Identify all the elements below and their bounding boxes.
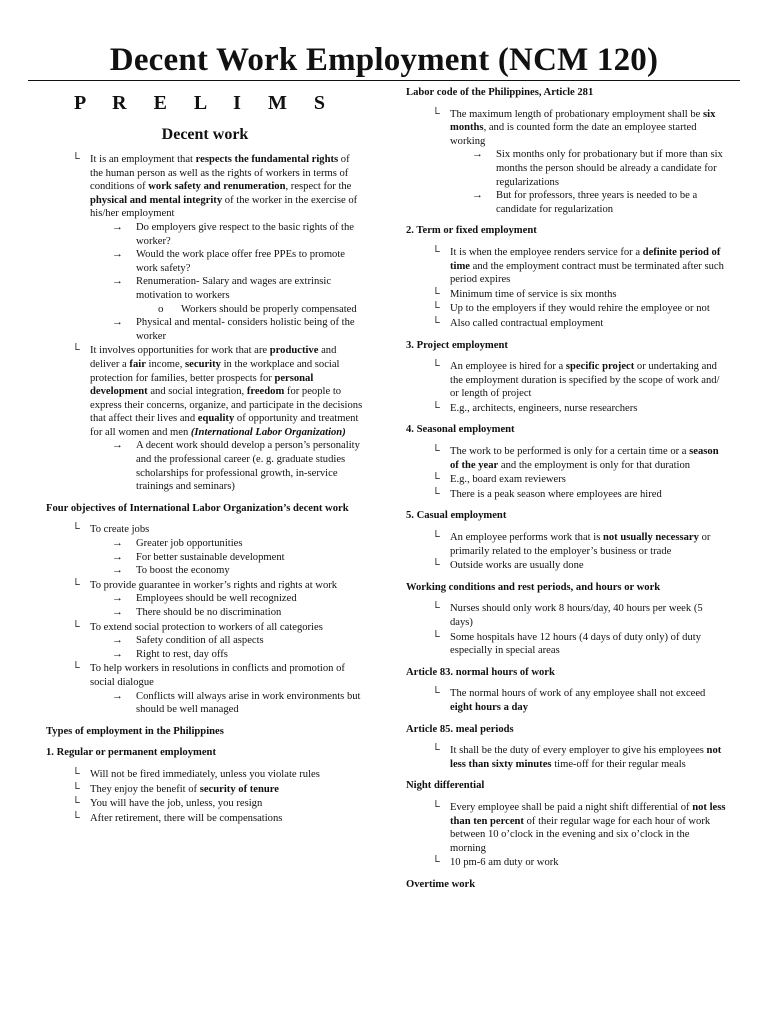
emphasized-text: Night differential xyxy=(406,780,485,792)
bullet-text xyxy=(450,560,584,571)
text-run: Greater job opportunities xyxy=(136,538,243,550)
bullet-item-level-1 xyxy=(406,402,726,416)
arrow-bullet-icon: → xyxy=(112,634,123,647)
text-run: and deliver a xyxy=(90,345,337,370)
arrow-bullet-icon: → xyxy=(112,220,123,233)
bullet-item-level-2 xyxy=(46,221,364,248)
bullet-text xyxy=(450,303,710,314)
text-run: Workers should be properly compensated xyxy=(181,303,357,315)
corner-bullet-icon: └ xyxy=(72,662,80,675)
bullet-text xyxy=(90,798,262,809)
corner-bullet-icon: └ xyxy=(72,782,80,795)
corner-bullet-icon: └ xyxy=(432,687,440,700)
arrow-bullet-icon: → xyxy=(112,689,123,702)
bullet-text xyxy=(90,580,337,591)
bullet-item-level-1 xyxy=(406,559,726,573)
bullet-item-level-1 xyxy=(46,768,364,782)
text-run: To help workers in resolutions in conflicts and promotion of social dialogue xyxy=(90,663,345,688)
bullet-text xyxy=(496,190,697,215)
bullet-text xyxy=(450,603,703,628)
text-run: 10 pm-6 am duty or work xyxy=(450,857,559,869)
text-run: Up to the employers if they would rehire the employee or not xyxy=(450,303,710,315)
bullet-item-level-1 xyxy=(46,621,364,635)
emphasized-text: Working conditions and rest periods, and hours or work xyxy=(406,581,661,593)
emphasized-text: specific project xyxy=(565,361,635,373)
bullet-item-level-1 xyxy=(46,344,364,439)
bullet-item-level-2 xyxy=(46,551,364,565)
bullet-text xyxy=(136,565,230,576)
bullet-text xyxy=(450,532,710,557)
bullet-item-level-2 xyxy=(406,189,726,216)
arrow-bullet-icon: → xyxy=(472,148,483,161)
bullet-item-level-2 xyxy=(46,248,364,275)
bullet-text xyxy=(90,524,149,535)
corner-bullet-icon: └ xyxy=(432,487,440,500)
corner-bullet-icon: └ xyxy=(432,856,440,869)
bullet-text xyxy=(450,489,662,500)
text-run: in the workplace and social protection for families, better prospects for xyxy=(90,358,340,384)
emphasized-text: work safety and renumeration xyxy=(148,181,286,193)
bullet-text xyxy=(450,109,715,147)
arrow-bullet-icon: → xyxy=(112,537,123,550)
bullet-text xyxy=(136,649,228,660)
text-run: To boost the economy xyxy=(136,565,230,577)
text-run: , and is counted form the date an employee started working xyxy=(450,122,697,147)
emphasized-text: definite period of time xyxy=(450,246,721,272)
arrow-bullet-icon: → xyxy=(112,439,123,452)
emphasized-text: Overtime work xyxy=(406,878,476,890)
bullet-item-level-1 xyxy=(46,153,364,221)
corner-bullet-icon: └ xyxy=(432,473,440,486)
text-run: Right to rest, day offs xyxy=(136,648,228,660)
section-heading xyxy=(46,502,364,516)
arrow-bullet-icon: → xyxy=(112,316,123,329)
text-run: Safety condition of all aspects xyxy=(136,635,264,647)
text-run: Do employers give respect to the basic rights of the worker? xyxy=(136,221,354,247)
text-run: Will not be fired immediately, unless you violate rules xyxy=(90,768,320,780)
bullet-text xyxy=(450,802,725,854)
text-run: An employee performs work that is xyxy=(450,532,603,544)
left-column-body xyxy=(46,153,364,825)
section-heading xyxy=(46,746,364,760)
section-heading xyxy=(406,723,726,737)
bullet-item-level-1 xyxy=(406,108,726,149)
corner-bullet-icon: └ xyxy=(72,523,80,536)
text-run: After retirement, there will be compensations xyxy=(90,812,283,824)
bullet-item-level-1 xyxy=(46,662,364,689)
bullet-text xyxy=(136,691,361,716)
emphasized-text: respects the fundamental rights xyxy=(195,154,339,165)
text-run: To provide guarantee in worker’s rights and rights at work xyxy=(90,579,338,591)
emphasized-text: equality xyxy=(197,413,235,425)
text-run: An employee is hired for a xyxy=(450,361,566,373)
emphasized-text: 4. Seasonal employment xyxy=(406,424,515,436)
bullet-text xyxy=(90,784,279,795)
text-run: It is an employment that xyxy=(90,154,196,165)
bullet-item-level-1 xyxy=(406,856,726,870)
bullet-text xyxy=(450,361,719,399)
emphasized-text: Types of employment in the Philippines xyxy=(46,725,224,737)
bullet-text xyxy=(450,474,566,485)
text-run: Would the work place offer free PPEs to promote work safety? xyxy=(136,249,346,274)
section-heading xyxy=(406,878,726,892)
bullet-item-level-2 xyxy=(46,634,364,648)
text-run: A decent work should develop a person’s personality and the professional career (e. g. graduate studies scholarships for professional growth, in-service trainings and seminars) xyxy=(136,440,360,493)
bullet-item-level-1 xyxy=(46,523,364,537)
bullet-text xyxy=(90,663,345,688)
bullet-text xyxy=(496,149,723,187)
bullet-text xyxy=(90,622,323,633)
text-run: The work to be performed is only for a certain time or a xyxy=(450,446,690,458)
text-run: Nurses should only work 8 hours/day, 40 hours per week (5 days) xyxy=(450,603,703,628)
arrow-bullet-icon: → xyxy=(112,275,123,288)
bullet-item-level-1 xyxy=(406,288,726,302)
section-heading xyxy=(406,86,726,100)
bullet-item-level-2 xyxy=(46,316,364,343)
corner-bullet-icon: └ xyxy=(432,800,440,813)
bullet-text xyxy=(136,593,297,604)
arrow-bullet-icon: → xyxy=(112,592,123,605)
left-column xyxy=(46,86,364,825)
text-run: for people to express their concerns, organize, and participate in the decisions that affect their lives and xyxy=(90,386,363,425)
bullet-item-level-2 xyxy=(46,439,364,493)
bullet-item-level-1 xyxy=(46,797,364,811)
text-run: Also called contractual employment xyxy=(450,317,604,329)
text-run: Renumeration- Salary and wages are extrinsic motivation to workers xyxy=(136,276,332,301)
bullet-text xyxy=(136,222,354,247)
bullet-text xyxy=(136,635,264,646)
text-run: E.g., board exam reviewers xyxy=(450,474,566,486)
bullet-item-level-1 xyxy=(406,531,726,558)
bullet-item-level-2 xyxy=(46,275,364,302)
text-run: and the employment contract must be terminated after such period expires xyxy=(450,260,724,286)
text-run: It involves opportunities for work that are xyxy=(90,345,270,357)
bullet-item-level-1 xyxy=(406,631,726,658)
emphasized-text: eight hours a day xyxy=(450,701,528,713)
section-heading xyxy=(406,509,726,523)
text-run: of their regular wage for each hour of work between 10 o’clock in the evening and six o’clock in the morning xyxy=(450,815,711,854)
text-run: The maximum length of probationary employment shall be xyxy=(450,108,704,120)
bullet-item-level-1 xyxy=(46,579,364,593)
emphasized-text: productive xyxy=(269,345,319,357)
bullet-item-level-2 xyxy=(46,537,364,551)
emphasized-text: freedom xyxy=(246,386,285,398)
bullet-item-level-1 xyxy=(46,783,364,797)
text-run: or primarily related to the employer’s business or trade xyxy=(450,532,711,557)
emphasized-text: not less than sixty minutes xyxy=(450,745,722,770)
bullet-text xyxy=(450,857,559,868)
text-run: There is a peak season where employees are hired xyxy=(450,488,662,500)
bullet-text xyxy=(450,632,701,657)
text-run: of the human person as well as the rights of workers in terms of conditions of xyxy=(90,154,350,193)
text-run: Employees should be well recognized xyxy=(136,593,297,605)
emphasized-text: 1. Regular or permanent employment xyxy=(46,747,216,759)
text-run: It shall be the duty of every employer to give his employees xyxy=(450,745,707,757)
corner-bullet-icon: └ xyxy=(432,559,440,572)
bullet-text xyxy=(450,688,705,713)
title-divider xyxy=(28,80,740,81)
bullet-item-level-1 xyxy=(406,360,726,401)
bullet-item-level-1 xyxy=(406,445,726,472)
bullet-item-level-1 xyxy=(406,473,726,487)
text-run: , respect for the xyxy=(285,181,352,193)
text-run: Physical and mental- considers holistic being of the worker xyxy=(136,317,355,342)
bullet-text xyxy=(450,745,721,770)
section-heading xyxy=(406,339,726,353)
emphasized-text: 3. Project employment xyxy=(406,339,508,351)
corner-bullet-icon: └ xyxy=(432,287,440,300)
text-run: Every employee shall be paid a night shift differential of xyxy=(450,801,693,813)
emphasized-text: Four objectives of International Labor Organization’s decent work xyxy=(46,502,349,514)
section-heading xyxy=(406,224,726,238)
bullet-text xyxy=(450,318,603,329)
text-run: income, xyxy=(145,358,186,370)
text-run: or undertaking and the employment duration is specified by the scope of work and/ or length of project xyxy=(450,361,720,400)
bullet-text xyxy=(136,276,331,301)
corner-bullet-icon: └ xyxy=(72,797,80,810)
section-heading xyxy=(46,725,364,739)
bullet-text xyxy=(136,440,360,492)
bullet-text xyxy=(450,289,617,300)
text-run: There should be no discrimination xyxy=(136,607,282,618)
section-heading xyxy=(406,666,726,680)
bullet-item-level-2 xyxy=(46,648,364,662)
bullet-text xyxy=(136,552,285,563)
bullet-text xyxy=(136,249,345,274)
arrow-bullet-icon: → xyxy=(112,647,123,660)
bullet-text xyxy=(450,446,719,471)
arrow-bullet-icon: → xyxy=(112,606,123,618)
text-run: Conflicts will always arise in work environments but should be well managed xyxy=(136,690,361,716)
bullet-item-level-1 xyxy=(406,302,726,316)
text-run: To create jobs xyxy=(90,524,150,536)
corner-bullet-icon: └ xyxy=(432,531,440,544)
emphasized-text: season of the year xyxy=(450,446,719,471)
corner-bullet-icon: └ xyxy=(432,316,440,329)
corner-bullet-icon: └ xyxy=(72,344,80,357)
bullet-item-level-3 xyxy=(46,303,364,317)
text-run: Six months only for probationary but if more than six months the person should be already a candidate for regularizations xyxy=(496,149,723,188)
emphasized-text: six months xyxy=(450,108,716,134)
bullet-item-level-1 xyxy=(406,246,726,287)
section-heading xyxy=(406,423,726,437)
bullet-item-level-1 xyxy=(46,812,364,826)
corner-bullet-icon: └ xyxy=(432,744,440,757)
corner-bullet-icon: └ xyxy=(432,630,440,643)
emphasized-text: Article 85. meal periods xyxy=(406,723,514,735)
text-run: time-off for their regular meals xyxy=(551,758,686,770)
emphasized-text: 2. Term or fixed employment xyxy=(406,225,537,237)
bullet-item-level-1 xyxy=(406,687,726,714)
text-run: It is when the employee renders service for a xyxy=(450,246,643,258)
section-heading xyxy=(406,581,726,595)
corner-bullet-icon: └ xyxy=(432,245,440,258)
emphasized-text: (International Labor Organization) xyxy=(190,426,346,438)
text-run: of the worker in the exercise of his/her employment xyxy=(90,194,358,220)
bullet-text xyxy=(450,403,637,414)
bullet-item-level-1 xyxy=(406,488,726,502)
corner-bullet-icon: └ xyxy=(72,153,80,165)
text-run: To extend social protection to workers of all categories xyxy=(90,621,323,633)
bullet-item-level-1 xyxy=(406,744,726,771)
text-run: But for professors, three years is needed to be a candidate for regularization xyxy=(496,190,698,215)
bullet-item-level-2 xyxy=(46,606,364,620)
corner-bullet-icon: └ xyxy=(72,620,80,633)
corner-bullet-icon: └ xyxy=(432,401,440,414)
bullet-item-level-2 xyxy=(406,148,726,189)
emphasized-text: personal development xyxy=(90,372,314,398)
emphasized-text: fair xyxy=(129,358,146,370)
corner-bullet-icon: └ xyxy=(72,767,80,780)
section-prelims: P R E L I M S xyxy=(74,92,336,114)
arrow-bullet-icon: → xyxy=(112,564,123,577)
emphasized-text: not usually necessary xyxy=(602,532,699,544)
bullet-text xyxy=(90,813,282,824)
bullet-item-level-2 xyxy=(46,592,364,606)
text-run: E.g., architects, engineers, nurse researchers xyxy=(450,402,638,414)
bullet-text xyxy=(90,345,362,438)
emphasized-text: Article 83. normal hours of work xyxy=(406,666,555,678)
right-column-body xyxy=(406,86,726,892)
bullet-text xyxy=(181,304,357,315)
emphasized-text: security xyxy=(185,358,221,370)
corner-bullet-icon: └ xyxy=(432,107,440,120)
text-run: and social integration, xyxy=(147,386,247,398)
text-run: and the employment is only for that duration xyxy=(498,459,691,471)
bullet-item-level-1 xyxy=(406,317,726,331)
emphasized-text: security of tenure xyxy=(199,783,279,795)
arrow-bullet-icon: → xyxy=(112,550,123,563)
bullet-text xyxy=(136,607,281,618)
section-heading xyxy=(406,779,726,793)
text-run: You will have the job, unless, you resign xyxy=(90,798,263,810)
bullet-item-level-1 xyxy=(406,801,726,855)
corner-bullet-icon: └ xyxy=(72,811,80,824)
bullet-item-level-1 xyxy=(406,602,726,629)
bullet-text xyxy=(90,769,320,780)
corner-bullet-icon: └ xyxy=(432,360,440,373)
text-run: The normal hours of work of any employee shall not exceed xyxy=(450,688,706,700)
emphasized-text: 5. Casual employment xyxy=(406,510,507,522)
bullet-text xyxy=(450,247,724,285)
text-run: Outside works are usually done xyxy=(450,560,584,572)
corner-bullet-icon: └ xyxy=(432,602,440,615)
bullet-item-level-2 xyxy=(46,690,364,717)
text-run: Some hospitals have 12 hours (4 days of duty only) of duty especially in special areas xyxy=(450,631,701,657)
text-run: of opportunity and treatment for all women and men xyxy=(90,413,359,438)
emphasized-text: physical and mental integrity xyxy=(90,194,223,206)
corner-bullet-icon: └ xyxy=(72,578,80,591)
circle-bullet-icon: o xyxy=(158,302,164,315)
bullet-text xyxy=(136,538,243,549)
arrow-bullet-icon: → xyxy=(472,189,483,202)
bullet-text xyxy=(136,317,355,342)
emphasized-text: Labor code of the Philippines, Article 281 xyxy=(406,87,594,98)
arrow-bullet-icon: → xyxy=(112,248,123,261)
bullet-item-level-2 xyxy=(46,564,364,578)
text-run: Minimum time of service is six months xyxy=(450,288,617,300)
section-subtitle: Decent work xyxy=(161,126,249,143)
corner-bullet-icon: └ xyxy=(432,445,440,458)
text-run: They enjoy the benefit of xyxy=(90,783,200,795)
document-title: Decent Work Employment (NCM 120) xyxy=(109,42,659,78)
bullet-text xyxy=(90,154,357,219)
right-column xyxy=(406,86,726,900)
emphasized-text: not less than ten percent xyxy=(450,801,726,827)
corner-bullet-icon: └ xyxy=(432,302,440,315)
text-run: For better sustainable development xyxy=(136,551,285,563)
